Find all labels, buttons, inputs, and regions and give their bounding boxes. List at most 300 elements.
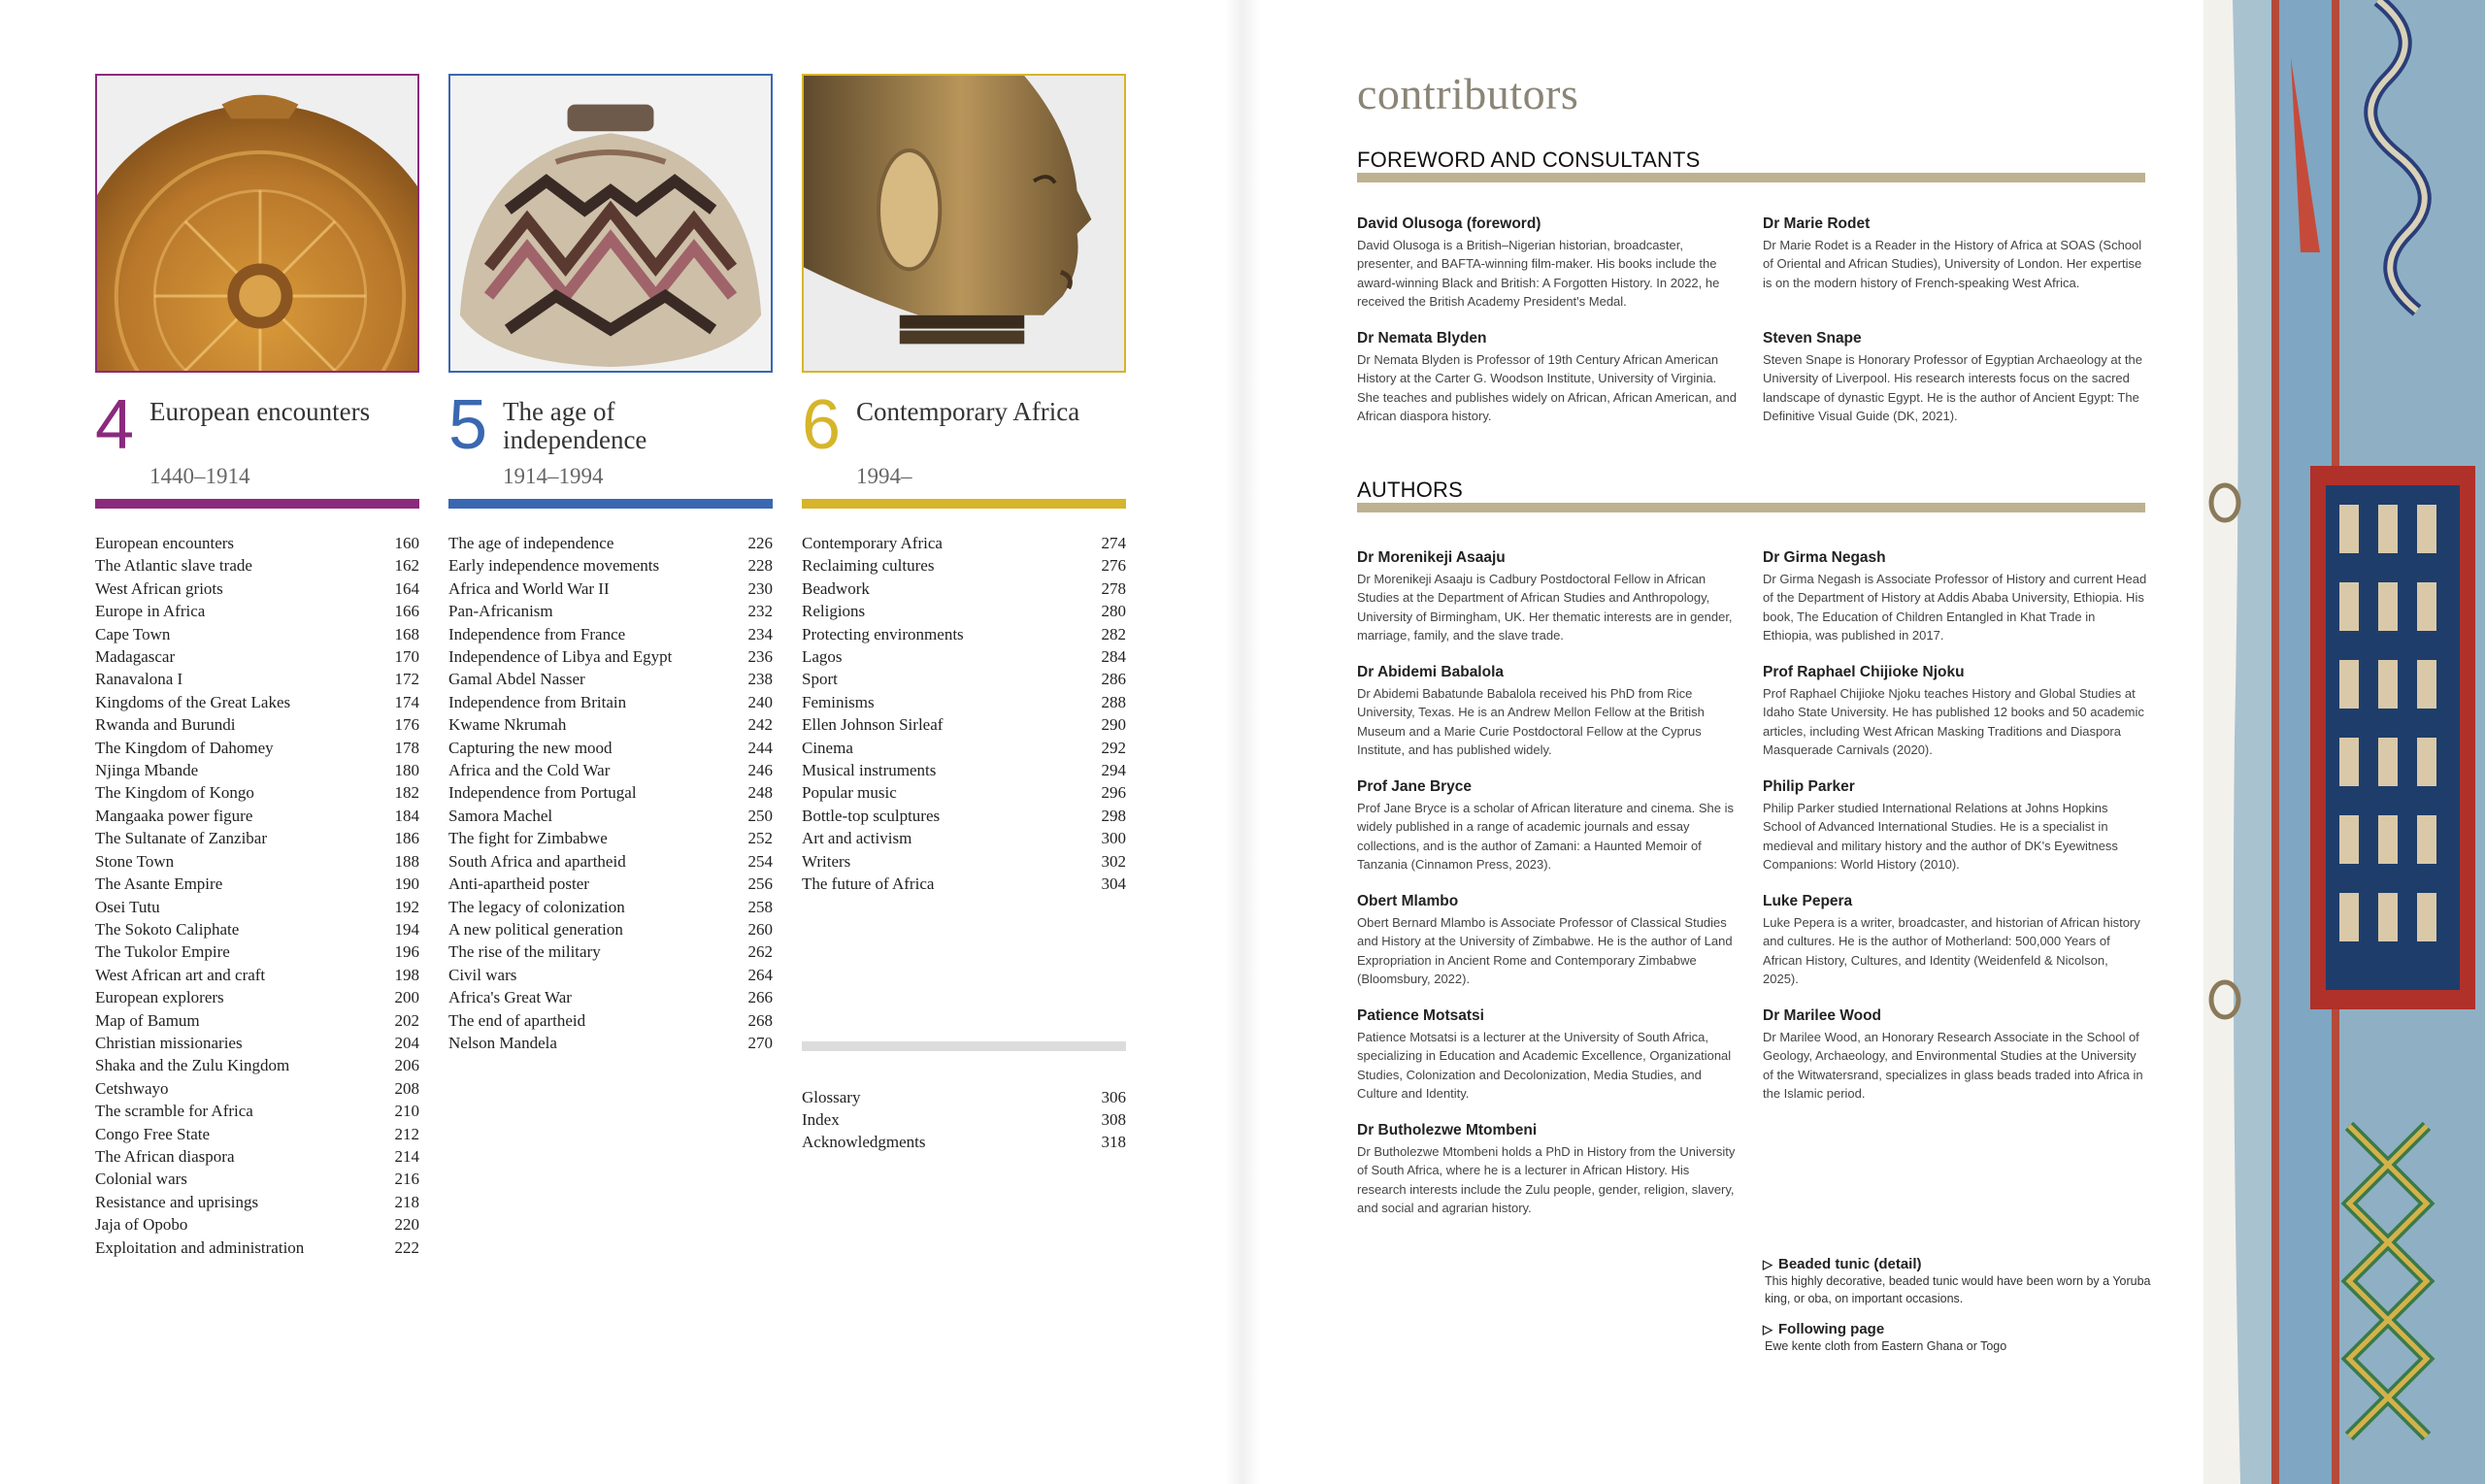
- toc-entry: [448, 827, 773, 849]
- toc-entry-page: 268: [747, 1010, 773, 1030]
- toc-entry-page: 270: [747, 1033, 773, 1052]
- toc-entry-title: Mangaaka power figure: [95, 806, 253, 825]
- toc-entry-page: 286: [1101, 670, 1126, 689]
- contributor-bio: [1763, 549, 2147, 645]
- toc-entry-page: 308: [1101, 1109, 1126, 1129]
- chapter-6-heading: [802, 386, 1126, 495]
- chapter-dates: 1994–: [856, 464, 912, 488]
- toc-entry: [448, 850, 773, 873]
- chapter-number: 6: [802, 386, 842, 464]
- contributor-bio: [1357, 215, 1741, 312]
- toc-entry-title: Colonial wars: [95, 1170, 187, 1189]
- chapter-number: 4: [95, 386, 135, 464]
- toc-entry-title: Njinga Mbande: [95, 761, 199, 780]
- toc-entry: [95, 964, 419, 986]
- toc-entry-page: 200: [394, 988, 419, 1007]
- toc-entry-page: 288: [1101, 692, 1126, 711]
- toc-entry-title: The end of apartheid: [448, 1010, 586, 1030]
- toc-entry: [802, 554, 1126, 577]
- toc-entry: [95, 805, 419, 827]
- foreword-heading: FOREWORD AND CONSULTANTS: [1357, 148, 1701, 172]
- toc-entry: [802, 577, 1126, 600]
- toc-entry: [95, 600, 419, 622]
- toc-entry-page: 202: [394, 1010, 419, 1030]
- contributor-text: Patience Motsatsi is a lecturer at the University of South Africa, specializing in Education and Academic Excellence, Organizational Studies, Colonization and Decolonization, Media Studies, and Culture and Identity.: [1357, 1030, 1732, 1102]
- toc-entry: [95, 896, 419, 918]
- toc-entry-page: 282: [1101, 624, 1126, 643]
- toc-entry-title: Christian missionaries: [95, 1033, 243, 1052]
- toc-entry: [95, 1123, 419, 1145]
- toc-entry: [802, 781, 1126, 804]
- chapter-color-bar: [95, 499, 419, 509]
- toc-entry-title: European explorers: [95, 988, 224, 1007]
- toc-entry-title: West African griots: [95, 578, 223, 598]
- triangle-right-icon: ▷: [1763, 1256, 1773, 1271]
- toc-entry: [802, 713, 1126, 736]
- toc-entry-page: 276: [1101, 556, 1126, 576]
- contributor-name: Dr Nemata Blyden: [1357, 330, 1487, 346]
- toc-entry-page: 254: [747, 851, 773, 871]
- chapter-dates: 1440–1914: [149, 464, 250, 488]
- toc-entry-page: 234: [747, 624, 773, 643]
- toc-entry: [95, 873, 419, 895]
- toc-entry-page: 204: [394, 1033, 419, 1052]
- toc-entry-title: Lagos: [802, 647, 843, 667]
- toc-entry: [802, 827, 1126, 849]
- toc-entry-title: Civil wars: [448, 965, 517, 984]
- toc-entry: [802, 691, 1126, 713]
- chapter-5-heading: [448, 386, 773, 495]
- toc-entry-page: 294: [1101, 761, 1126, 780]
- toc-entry-page: 170: [394, 647, 419, 667]
- toc-entry-title: Kwame Nkrumah: [448, 715, 567, 735]
- toc-entry-page: 306: [1101, 1087, 1126, 1106]
- toc-entry: [95, 645, 419, 668]
- toc-entry-page: 208: [394, 1078, 419, 1098]
- toc-entry-title: Africa and the Cold War: [448, 761, 611, 780]
- toc-entry-title: Art and activism: [802, 829, 912, 848]
- toc-entry-title: Africa and World War II: [448, 578, 610, 598]
- toc-entry-title: Index: [802, 1109, 840, 1129]
- toc-entry: [448, 986, 773, 1008]
- toc-entry-title: The Atlantic slave trade: [95, 556, 252, 576]
- toc-entry: [95, 1237, 419, 1259]
- toc-entry: [448, 873, 773, 895]
- contributor-name: Dr Abidemi Babalola: [1357, 664, 1505, 680]
- contributor-bio: [1763, 215, 2147, 292]
- toc-entry-title: Writers: [802, 851, 851, 871]
- toc-entry-title: Nelson Mandela: [448, 1033, 557, 1052]
- toc-entry-page: 300: [1101, 829, 1126, 848]
- toc-entry-page: 292: [1101, 738, 1126, 757]
- toc-entry-title: Musical instruments: [802, 761, 937, 780]
- toc-entry-title: Glossary: [802, 1087, 861, 1106]
- toc-entry-page: 162: [394, 556, 419, 576]
- contributor-bio: [1357, 549, 1741, 645]
- caption-text: This highly decorative, beaded tunic would have been worn by a Yoruba king, or oba, on important occasions.: [1765, 1274, 2151, 1305]
- toc-entry-title: The Sultanate of Zanzibar: [95, 829, 268, 848]
- toc-entry-page: 212: [394, 1124, 419, 1143]
- toc-entry-page: 222: [394, 1237, 419, 1257]
- toc-entry-page: 284: [1101, 647, 1126, 667]
- contributor-text: Philip Parker studied International Relations at Johns Hopkins School of Advanced International Studies. He is a specialist in medieval and military history and the author of DK's Eyewitness Companions: World History (2010).: [1763, 801, 2118, 873]
- toc-entry-title: The future of Africa: [802, 874, 935, 894]
- chapter-4-contents: [95, 532, 419, 1259]
- toc-entry-title: The scramble for Africa: [95, 1102, 253, 1121]
- contributor-text: Obert Bernard Mlambo is Associate Professor of Classical Studies and History at the University of Zimbabwe. He is the author of Land Expropriation in Ancient Rome and Contemporary Zimbabwe (Bloomsbury, 2022).: [1357, 915, 1733, 987]
- toc-entry-page: 164: [394, 578, 419, 598]
- toc-entry-page: 264: [747, 965, 773, 984]
- toc-entry-title: Kingdoms of the Great Lakes: [95, 692, 291, 711]
- contributor-bio: [1763, 893, 2147, 989]
- toc-entry: [802, 805, 1126, 827]
- toc-entry: [95, 827, 419, 849]
- toc-entry-page: 232: [747, 602, 773, 621]
- toc-entry: [448, 1032, 773, 1054]
- toc-entry-page: 240: [747, 692, 773, 711]
- toc-entry-page: 214: [394, 1146, 419, 1166]
- caption-title: [1763, 1256, 2151, 1272]
- toc-entry-page: 262: [747, 942, 773, 962]
- toc-entry: [802, 737, 1126, 759]
- contributor-bio: [1357, 1122, 1741, 1218]
- toc-entry-title: Religions: [802, 602, 866, 621]
- toc-entry: [95, 532, 419, 554]
- image-captions: [1763, 1256, 2151, 1369]
- toc-entry: [95, 850, 419, 873]
- toc-entry: [95, 668, 419, 690]
- toc-entry-title: Reclaiming cultures: [802, 556, 935, 576]
- toc-entry-page: 172: [394, 670, 419, 689]
- toc-entry-page: 226: [747, 534, 773, 552]
- toc-entry-page: 160: [394, 534, 419, 552]
- contributor-text: Dr Butholezwe Mtombeni holds a PhD in History from the University of South Africa, where he is a lecturer in African History. His research interests include the Zulu people, gender, religion, slavery, and social and agrarian history.: [1357, 1144, 1736, 1216]
- toc-entry-title: Osei Tutu: [95, 897, 160, 916]
- contributor-text: Prof Raphael Chijioke Njoku teaches History and Global Studies at Idaho State University. He has published 12 books and 50 academic articles, including West African Masking Traditions and Diaspora Masquerade Carnivals (2020).: [1763, 686, 2144, 758]
- chapter-color-bar: [802, 499, 1126, 509]
- toc-entry-title: A new political generation: [448, 919, 623, 939]
- toc-entry-title: The fight for Zimbabwe: [448, 829, 608, 848]
- toc-entry: [95, 1009, 419, 1032]
- toc-entry: [95, 577, 419, 600]
- authors-heading: AUTHORS: [1357, 478, 1463, 502]
- toc-entry: [95, 1077, 419, 1100]
- contributor-name: Luke Pepera: [1763, 893, 1853, 909]
- bronze-head-sculpture-image: [802, 74, 1126, 373]
- chapter-color-bar: [448, 499, 773, 509]
- toc-entry: [95, 691, 419, 713]
- toc-entry: [95, 940, 419, 963]
- contributor-name: Patience Motsatsi: [1357, 1007, 1484, 1024]
- toc-entry: [802, 645, 1126, 668]
- toc-entry-page: 196: [394, 942, 419, 962]
- toc-entry-title: The age of independence: [448, 534, 614, 552]
- toc-entry-title: Congo Free State: [95, 1124, 211, 1143]
- toc-entry: [448, 623, 773, 645]
- toc-entry: [95, 1168, 419, 1190]
- toc-entry-page: 228: [747, 556, 773, 576]
- toc-entry-page: 318: [1101, 1133, 1126, 1152]
- toc-entry-title: The Asante Empire: [95, 874, 223, 894]
- toc-entry: [802, 1131, 1126, 1153]
- contributor-name: Dr Morenikeji Asaaju: [1357, 549, 1506, 566]
- toc-entry-page: 190: [394, 874, 419, 894]
- chapter-title: European encounters: [149, 397, 371, 426]
- toc-entry-title: Protecting environments: [802, 624, 964, 643]
- toc-entry: [95, 554, 419, 577]
- toc-entry-title: Cetshwayo: [95, 1078, 169, 1098]
- toc-entry: [448, 532, 773, 554]
- toc-entry-title: Beadwork: [802, 578, 870, 598]
- contributor-name: Dr Butholezwe Mtombeni: [1357, 1122, 1538, 1138]
- toc-entry-title: The Kingdom of Dahomey: [95, 738, 274, 757]
- toc-entry: [95, 781, 419, 804]
- toc-entry: [95, 1100, 419, 1122]
- contributor-text: Dr Marie Rodet is a Reader in the History of Africa at SOAS (School of Oriental and African Studies), University of London. Her expertise is on the modern history of French-speaking West Africa.: [1763, 238, 2142, 290]
- contributor-name: Dr Marie Rodet: [1763, 215, 1871, 232]
- contributor-name: Prof Raphael Chijioke Njoku: [1763, 664, 1965, 680]
- toc-entry-title: The rise of the military: [448, 942, 601, 962]
- contributor-text: Dr Girma Negash is Associate Professor of History and current Head of the Department of History at Addis Ababa University, Ethiopia. His book, The Education of Children Entangled in Khat Trade in Ethiopia, was published in 2017.: [1763, 572, 2147, 643]
- toc-entry-title: Exploitation and administration: [95, 1237, 305, 1257]
- toc-entry: [802, 600, 1126, 622]
- toc-entry-page: 280: [1101, 602, 1126, 621]
- beaded-tunic-image: [2203, 0, 2485, 1484]
- toc-entry-page: 174: [394, 692, 419, 711]
- toc-entry-title: Feminisms: [802, 692, 875, 711]
- toc-entry-title: Anti-apartheid poster: [448, 874, 589, 894]
- toc-entry-title: Independence from Portugal: [448, 783, 637, 803]
- toc-entry-title: Pan-Africanism: [448, 602, 553, 621]
- endmatter-contents: [802, 1086, 1126, 1154]
- toc-entry: [448, 1009, 773, 1032]
- toc-entry: [802, 873, 1126, 895]
- toc-entry-title: South Africa and apartheid: [448, 851, 626, 871]
- toc-entry-title: Popular music: [802, 783, 897, 803]
- toc-entry-page: 298: [1101, 806, 1126, 825]
- toc-entry: [95, 737, 419, 759]
- toc-entry: [95, 1145, 419, 1168]
- toc-entry-page: 210: [394, 1102, 419, 1121]
- toc-entry: [95, 1213, 419, 1236]
- foreword-divider: [1357, 173, 2145, 182]
- toc-entry-page: 302: [1101, 851, 1126, 871]
- chapter-title: The age of independence: [503, 397, 647, 454]
- chapter-5-column: [448, 74, 773, 1054]
- toc-entry-page: 248: [747, 783, 773, 803]
- toc-entry-page: 238: [747, 670, 773, 689]
- toc-entry: [95, 1054, 419, 1076]
- contributor-text: Luke Pepera is a writer, broadcaster, and historian of African history and cultures. He is the author of Motherland: 500,000 Years of African History, Cultures, and Identity (Weidenfeld & Nicolson, 2025).: [1763, 915, 2140, 987]
- contributor-text: Dr Abidemi Babatunde Babalola received his PhD from Rice University, Texas. He is an Andrew Mellon Fellow at the British Museum and a Marie Curie Postdoctoral Fellow at the Cyprus Institute, and has published widely.: [1357, 686, 1705, 758]
- toc-entry: [448, 577, 773, 600]
- contributors-title: contributors: [1357, 69, 1579, 118]
- toc-entry: [95, 759, 419, 781]
- toc-entry: [448, 668, 773, 690]
- contributor-name: Dr Girma Negash: [1763, 549, 1886, 566]
- contributor-bio: [1357, 893, 1741, 989]
- authors-divider: [1357, 503, 2145, 512]
- toc-entry-page: 186: [394, 829, 419, 848]
- toc-entry-page: 252: [747, 829, 773, 848]
- caption-title: [1763, 1321, 2151, 1337]
- toc-entry: [448, 964, 773, 986]
- toc-entry-title: Shaka and the Zulu Kingdom: [95, 1056, 290, 1075]
- contributor-text: Dr Morenikeji Asaaju is Cadbury Postdoctoral Fellow in African Studies at the Department of African Studies and Anthropology, University of Birmingham, UK. Her thematic interests are in gender, marriage, family, and the slave trade.: [1357, 572, 1733, 643]
- contributor-text: David Olusoga is a British–Nigerian historian, broadcaster, presenter, and BAFTA-winning film-maker. His books include the award-winning Black and British: A Forgotten History. In 2022, he received the British Academy President's Medal.: [1357, 238, 1720, 310]
- contributor-bio: [1763, 330, 2147, 426]
- toc-entry-title: European encounters: [95, 534, 235, 552]
- contributor-name: Prof Jane Bryce: [1357, 778, 1473, 795]
- chapter-dates: 1914–1994: [503, 464, 604, 488]
- toc-entry-title: Rwanda and Burundi: [95, 715, 236, 735]
- contributor-bio: [1763, 778, 2147, 874]
- toc-entry: [448, 600, 773, 622]
- toc-entry: [448, 759, 773, 781]
- chapter-number: 5: [448, 386, 488, 464]
- toc-entry-title: The legacy of colonization: [448, 897, 625, 916]
- toc-entry-page: 296: [1101, 783, 1126, 803]
- toc-entry: [802, 850, 1126, 873]
- chapter-6-contents: [802, 532, 1126, 896]
- toc-entry: [95, 1032, 419, 1054]
- caption-title-text: Following page: [1778, 1321, 1885, 1337]
- toc-entry-title: Capturing the new mood: [448, 738, 613, 757]
- contributor-name: Obert Mlambo: [1357, 893, 1459, 909]
- contributor-text: Steven Snape is Honorary Professor of Egyptian Archaeology at the University of Liverpool. His research interests focus on the sacred landscape of dynastic Egypt. He is the author of Ancient Egypt: The Definitive Visual Guide (DK, 2021).: [1763, 352, 2142, 424]
- chapter-5-contents: [448, 532, 773, 1054]
- caption-title-text: Beaded tunic (detail): [1778, 1256, 1922, 1272]
- toc-entry: [448, 805, 773, 827]
- toc-entry-title: Bottle-top sculptures: [802, 806, 941, 825]
- contributor-name: David Olusoga (foreword): [1357, 215, 1541, 232]
- toc-entry-page: 180: [394, 761, 419, 780]
- toc-entry-page: 242: [747, 715, 773, 735]
- toc-entry: [95, 986, 419, 1008]
- toc-entry-page: 260: [747, 919, 773, 939]
- contributor-name: Philip Parker: [1763, 778, 1855, 795]
- toc-entry-page: 192: [394, 897, 419, 916]
- toc-entry-page: 206: [394, 1056, 419, 1075]
- toc-entry-title: Map of Bamum: [95, 1010, 200, 1030]
- contributor-bio: [1357, 664, 1741, 760]
- toc-entry: [802, 623, 1126, 645]
- toc-entry-page: 230: [747, 578, 773, 598]
- toc-entry-page: 256: [747, 874, 773, 894]
- contributor-name: Dr Marilee Wood: [1763, 1007, 1882, 1024]
- toc-entry-page: 182: [394, 783, 419, 803]
- toc-entry-title: Europe in Africa: [95, 602, 206, 621]
- toc-entry-title: West African art and craft: [95, 965, 266, 984]
- toc-entry-page: 236: [747, 647, 773, 667]
- toc-entry: [95, 713, 419, 736]
- chapter-4-heading: [95, 386, 419, 495]
- toc-entry: [802, 759, 1126, 781]
- gold-plate-image: [95, 74, 419, 373]
- toc-entry: [802, 1108, 1126, 1131]
- toc-entry: [448, 645, 773, 668]
- contributor-bio: [1357, 1007, 1741, 1104]
- toc-entry-page: 166: [394, 602, 419, 621]
- toc-entry-page: 246: [747, 761, 773, 780]
- toc-entry: [448, 713, 773, 736]
- toc-entry-title: Stone Town: [95, 851, 175, 871]
- toc-entry-page: 274: [1101, 534, 1126, 552]
- toc-entry-page: 176: [394, 715, 419, 735]
- toc-entry-title: Madagascar: [95, 647, 176, 667]
- toc-entry: [448, 691, 773, 713]
- toc-entry: [95, 623, 419, 645]
- toc-entry-page: 216: [394, 1170, 419, 1189]
- contributor-bio: [1357, 330, 1741, 426]
- toc-entry-title: Independence from Britain: [448, 692, 627, 711]
- toc-entry: [448, 737, 773, 759]
- toc-entry: [802, 532, 1126, 554]
- contributor-text: Dr Marilee Wood, an Honorary Research Associate in the School of Geology, Archaeology, and Environmental Studies at the University of the Witwatersrand, specializes in glass beads traded into Africa in the Islamic period.: [1763, 1030, 2143, 1102]
- chapter-6-column: [802, 74, 1126, 1154]
- toc-entry-title: Sport: [802, 670, 838, 689]
- toc-entry-title: Acknowledgments: [802, 1133, 926, 1152]
- toc-entry-title: Gamal Abdel Nasser: [448, 670, 585, 689]
- toc-entry-title: Independence of Libya and Egypt: [448, 647, 673, 667]
- contributor-bio: [1357, 778, 1741, 874]
- toc-entry-title: Jaja of Opobo: [95, 1215, 188, 1235]
- toc-entry-title: The Tukolor Empire: [95, 942, 230, 962]
- toc-entry: [448, 940, 773, 963]
- toc-entry-page: 250: [747, 806, 773, 825]
- toc-entry-page: 258: [747, 897, 773, 916]
- toc-entry-page: 244: [747, 738, 773, 757]
- toc-entry: [448, 896, 773, 918]
- toc-entry: [802, 668, 1126, 690]
- toc-entry-title: Ranavalona I: [95, 670, 183, 689]
- toc-entry: [95, 918, 419, 940]
- toc-entry-page: 218: [394, 1192, 419, 1211]
- toc-entry: [448, 918, 773, 940]
- toc-entry: [448, 554, 773, 577]
- toc-entry-page: 168: [394, 624, 419, 643]
- contributor-text: Dr Nemata Blyden is Professor of 19th Century African American History at the Carter G. Woodson Institute, University of Virginia. She teaches and publishes widely on African, African American, and African diaspora history.: [1357, 352, 1737, 424]
- toc-entry-title: Ellen Johnson Sirleaf: [802, 715, 944, 735]
- triangle-right-icon: ▷: [1763, 1321, 1773, 1336]
- contributor-text: Prof Jane Bryce is a scholar of African literature and cinema. She is widely published in a range of academic journals and essay collections, and is the author of Zamani: a Haunted Memoir of Tanzania (Cinnamon Press, 2023).: [1357, 801, 1735, 873]
- contributor-bio: [1763, 664, 2147, 760]
- toc-entry-page: 188: [394, 851, 419, 871]
- toc-entry-page: 266: [747, 988, 773, 1007]
- toc-entry-page: 304: [1101, 874, 1126, 894]
- contributor-name: Steven Snape: [1763, 330, 1862, 346]
- chapter-title: Contemporary Africa: [856, 397, 1080, 426]
- toc-entry-page: 178: [394, 738, 419, 757]
- caption-text: Ewe kente cloth from Eastern Ghana or Togo: [1765, 1339, 2007, 1353]
- page-gutter: [1225, 0, 1260, 1484]
- toc-entry: [95, 1191, 419, 1213]
- toc-entry-title: Contemporary Africa: [802, 534, 943, 552]
- toc-entry-title: The African diaspora: [95, 1146, 235, 1166]
- woven-basket-image: [448, 74, 773, 373]
- toc-entry-page: 198: [394, 965, 419, 984]
- endmatter-divider: [802, 1041, 1126, 1051]
- toc-entry-page: 194: [394, 919, 419, 939]
- toc-entry-title: Early independence movements: [448, 556, 660, 576]
- toc-entry-title: The Kingdom of Kongo: [95, 783, 254, 803]
- toc-entry-page: 278: [1101, 578, 1126, 598]
- toc-entry: [448, 781, 773, 804]
- contributor-bio: [1763, 1007, 2147, 1104]
- toc-entry-title: Independence from France: [448, 624, 626, 643]
- toc-entry-title: Resistance and uprisings: [95, 1192, 259, 1211]
- toc-entry-title: Cinema: [802, 738, 853, 757]
